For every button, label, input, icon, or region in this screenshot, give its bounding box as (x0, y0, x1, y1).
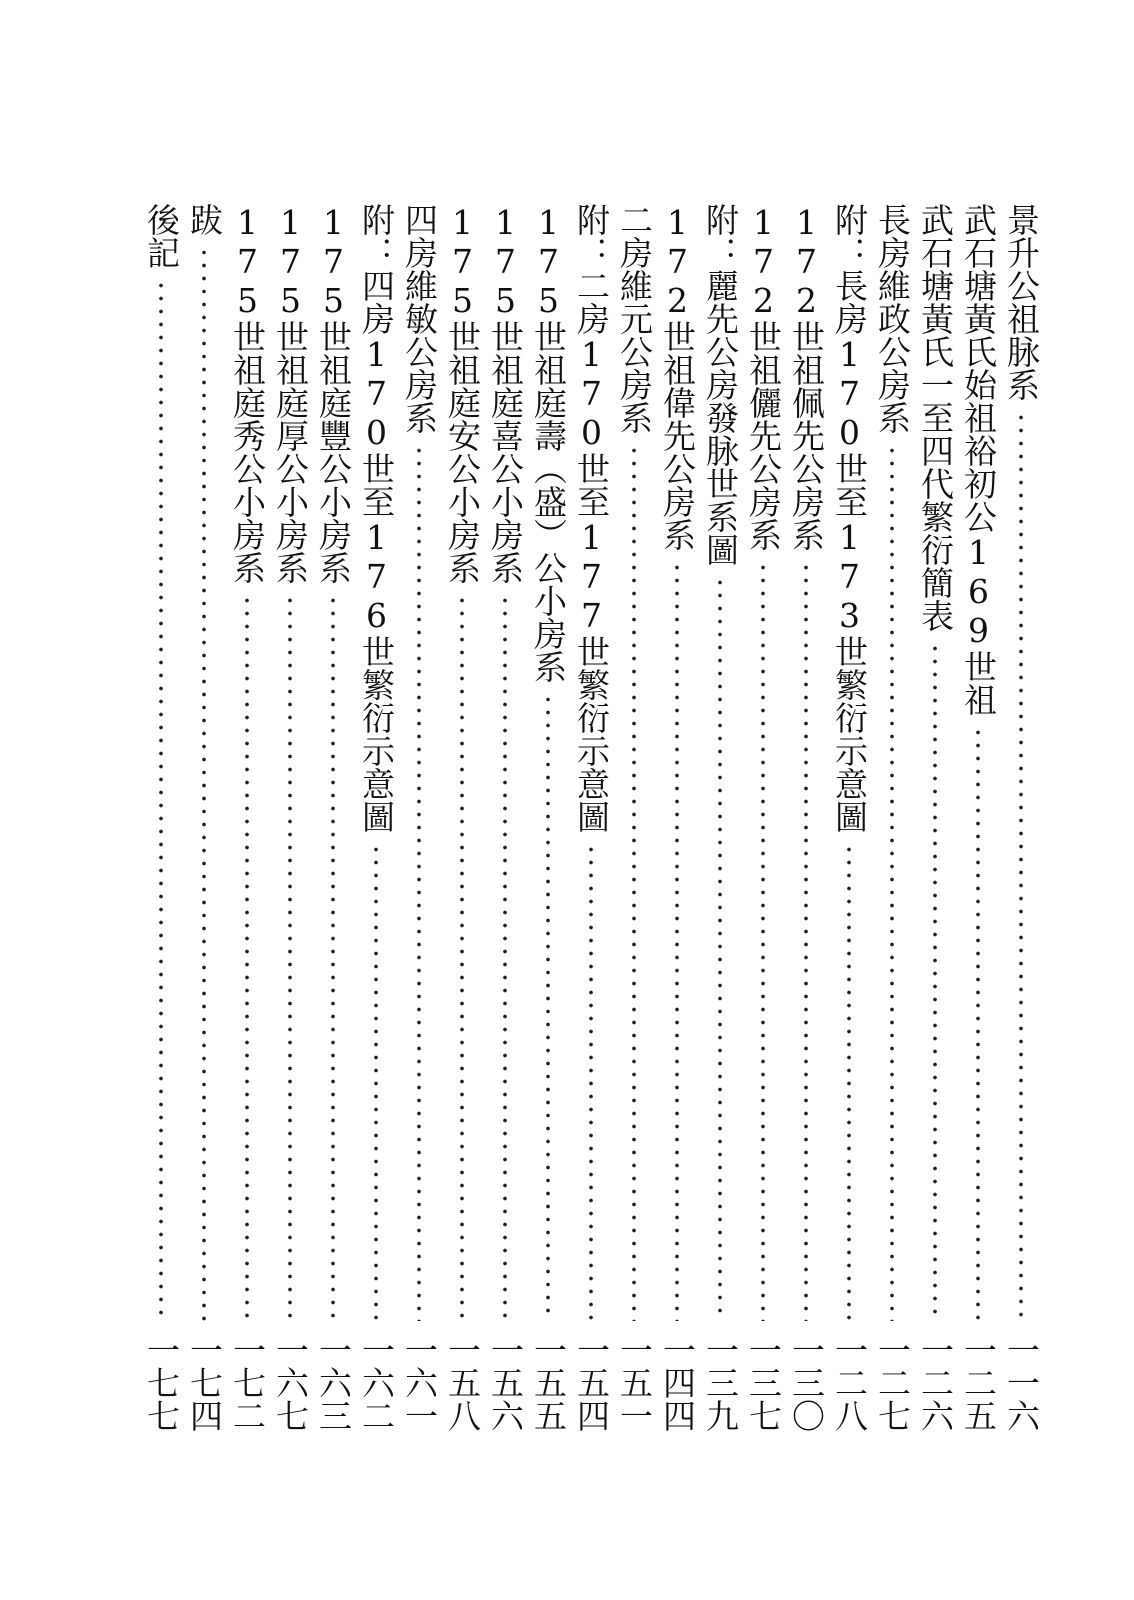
toc-entry-page-number: 一三七 (744, 1333, 783, 1432)
toc-entry[interactable] (871, 203, 913, 1453)
toc-entry-title: 四房維敏公房系 (400, 203, 439, 434)
toc-entry[interactable] (914, 203, 956, 1453)
toc-entry-page-number: 一二七 (873, 1333, 912, 1432)
toc-entry-title: 跋 (185, 203, 224, 236)
dot-leader (847, 843, 851, 1321)
dot-leader (417, 444, 421, 1321)
toc-entry[interactable] (785, 203, 827, 1453)
toc-entry[interactable] (484, 203, 526, 1453)
toc-entry-title: 後記 (142, 203, 181, 269)
toc-entry-page-number: 一三九 (701, 1333, 740, 1432)
toc-entry-title: 175世祖庭壽（盛）公小房系 (529, 203, 568, 683)
toc-entry-title: 附：二房170世至177世繁衍示意圖 (572, 203, 611, 833)
toc-entry-page-number: 一四四 (658, 1333, 697, 1432)
toc-entry-title: 武石塘黃氏始祖裕初公169世祖 (959, 203, 998, 716)
dot-leader (159, 279, 163, 1321)
toc-entry-page-number: 一五八 (443, 1333, 482, 1432)
toc-entry-title: 175世祖庭喜公小房系 (486, 203, 525, 584)
dot-leader (632, 444, 636, 1321)
dot-leader (976, 726, 980, 1321)
toc-entry[interactable] (699, 203, 741, 1453)
toc-entry-page-number: 一七四 (185, 1333, 224, 1432)
dot-leader (503, 594, 507, 1321)
dot-leader (761, 561, 765, 1321)
toc-entry[interactable] (957, 203, 999, 1453)
dot-leader (460, 594, 464, 1321)
dot-leader (933, 642, 937, 1321)
toc-entry-title: 175世祖庭秀公小房系 (228, 203, 267, 584)
toc-entry-page-number: 一七七 (142, 1333, 181, 1432)
toc-entry-page-number: 一七二 (228, 1333, 267, 1432)
toc-entry[interactable] (226, 203, 268, 1453)
toc-entry[interactable] (527, 203, 569, 1453)
toc-entry[interactable] (140, 203, 182, 1453)
toc-entry-page-number: 一五四 (572, 1333, 611, 1432)
toc-entry-title: 長房維政公房系 (873, 203, 912, 434)
toc-entry-page-number: 一五一 (615, 1333, 654, 1432)
dot-leader (1019, 411, 1023, 1321)
dot-leader (589, 843, 593, 1321)
toc-entry-page-number: 一二六 (916, 1333, 955, 1432)
toc-entry[interactable] (742, 203, 784, 1453)
toc-entry-page-number: 一二八 (830, 1333, 869, 1432)
toc-entry[interactable] (398, 203, 440, 1453)
dot-leader (890, 444, 894, 1321)
dot-leader (202, 246, 206, 1321)
toc-entry[interactable] (570, 203, 612, 1453)
toc-entry-page-number: 一五五 (529, 1333, 568, 1432)
dot-leader (546, 693, 550, 1321)
toc-entry-page-number: 一六三 (314, 1333, 353, 1432)
toc-entry-page-number: 一五六 (486, 1333, 525, 1432)
toc-entry[interactable] (828, 203, 870, 1453)
toc-entry-title: 172世祖偉先公房系 (658, 203, 697, 551)
toc-entry[interactable] (613, 203, 655, 1453)
toc-entry-page-number: 一二五 (959, 1333, 998, 1432)
toc-entry-title: 175世祖庭豐公小房系 (314, 203, 353, 584)
toc-entry[interactable] (1000, 203, 1042, 1453)
toc-entry[interactable] (312, 203, 354, 1453)
toc-entry[interactable] (269, 203, 311, 1453)
toc-entry[interactable] (355, 203, 397, 1453)
toc-entry-title: 175世祖庭安公小房系 (443, 203, 482, 584)
dot-leader (288, 594, 292, 1321)
toc-entry-page-number: 一三〇 (787, 1333, 826, 1432)
toc-entry-title: 附：四房170世至176世繁衍示意圖 (357, 203, 396, 833)
toc-entry-title: 172世祖佩先公房系 (787, 203, 826, 551)
dot-leader (675, 561, 679, 1321)
toc-entry[interactable] (441, 203, 483, 1453)
toc-entry-title: 附：長房170世至173世繁衍示意圖 (830, 203, 869, 833)
dot-leader (718, 576, 722, 1321)
toc-entry-title: 景升公祖脉系 (1002, 203, 1041, 401)
toc-entry-page-number: 一六一 (400, 1333, 439, 1432)
toc-entry-title: 附：麗先公房發脉世系圖 (701, 203, 740, 566)
toc-entry-page-number: 一六二 (357, 1333, 396, 1432)
dot-leader (804, 561, 808, 1321)
dot-leader (245, 594, 249, 1321)
toc-entry[interactable] (656, 203, 698, 1453)
toc-entry-title: 二房維元公房系 (615, 203, 654, 434)
toc-entry-title: 武石塘黃氏一至四代繁衍簡表 (916, 203, 955, 632)
toc-entry-page-number: 一一六 (1002, 1333, 1041, 1432)
toc-entry[interactable] (183, 203, 225, 1453)
dot-leader (331, 594, 335, 1321)
toc-entry-title: 172世祖儷先公房系 (744, 203, 783, 551)
dot-leader (374, 843, 378, 1321)
toc-entry-page-number: 一六七 (271, 1333, 310, 1432)
toc-entry-title: 175世祖庭厚公小房系 (271, 203, 310, 584)
